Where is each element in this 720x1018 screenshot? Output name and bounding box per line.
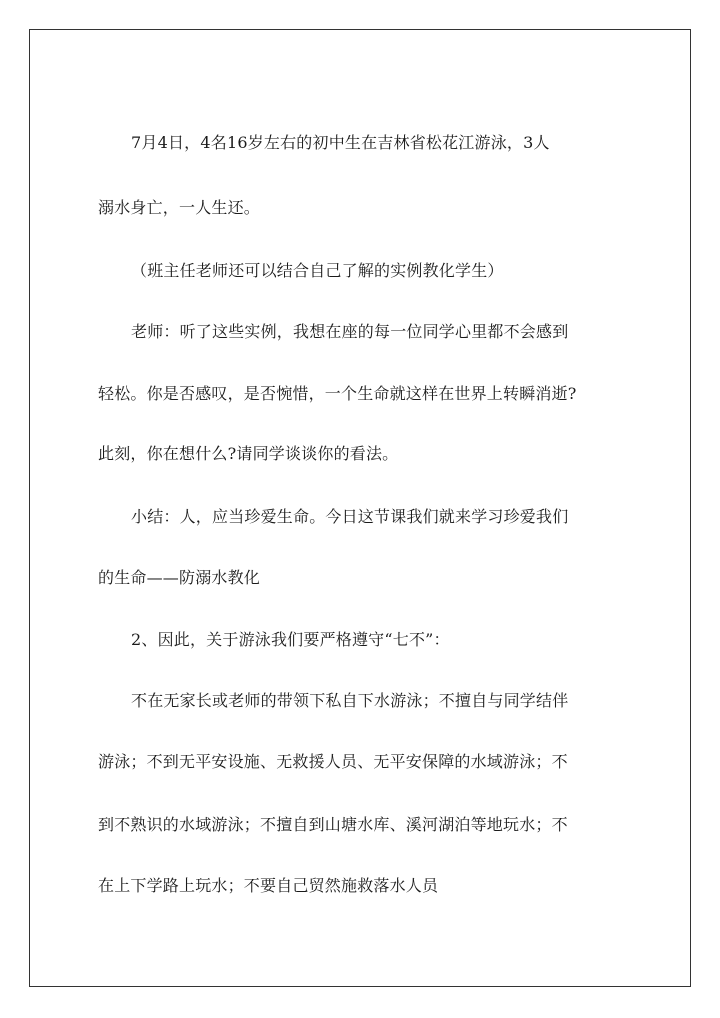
- paragraph-line-5: 轻松。你是否感叹，是否惋惜，一个生命就这样在世界上转瞬消逝?: [98, 384, 577, 403]
- paragraph-line-1: 7月4日，4名16岁左右的初中生在吉林省松花江游泳，3人: [131, 133, 550, 152]
- paragraph-line-11: 游泳；不到无平安设施、无救援人员、无平安保障的水域游泳；不: [98, 752, 568, 771]
- paragraph-line-10: 不在无家长或老师的带领下私自下水游泳；不擅自与同学结伴: [131, 691, 569, 710]
- paragraph-line-3: （班主任老师还可以结合自己了解的实例教化学生）: [131, 261, 504, 280]
- paragraph-line-8: 的生命——防溺水教化: [98, 568, 261, 587]
- paragraph-line-12: 到不熟识的水域游泳；不擅自到山塘水库、溪河湖泊等地玩水；不: [98, 815, 568, 834]
- paragraph-line-6: 此刻，你在想什么?请同学谈谈你的看法。: [98, 444, 399, 463]
- paragraph-line-2: 溺水身亡，一人生还。: [98, 198, 261, 217]
- paragraph-line-7: 小结：人，应当珍爱生命。今日这节课我们就来学习珍爱我们: [131, 507, 569, 526]
- paragraph-line-4: 老师：听了这些实例，我想在座的每一位同学心里都不会感到: [131, 322, 569, 341]
- paragraph-line-9: 2、因此，关于游泳我们要严格遵守“七不”：: [131, 630, 450, 649]
- paragraph-line-13: 在上下学路上玩水；不要自己贸然施救落水人员: [98, 876, 439, 895]
